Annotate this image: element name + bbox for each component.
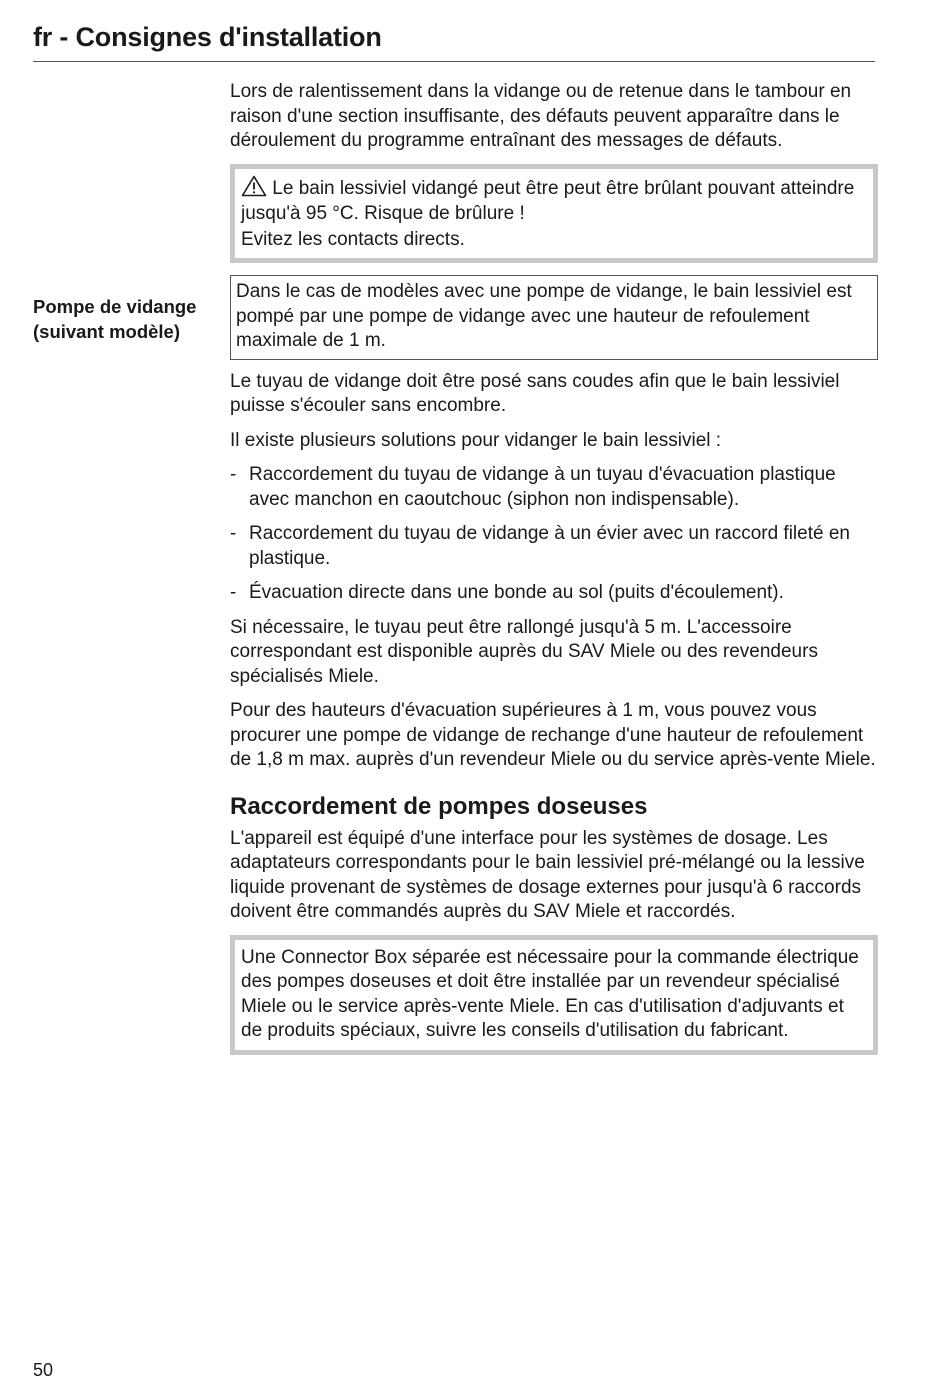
pump-paragraph-2: Il existe plusieurs solutions pour vidanger le bain lessiviel : [230,429,722,451]
warning-instruction: Evitez les contacts directs. [241,228,465,250]
pump-paragraph-1: Le tuyau de vidange doit être posé sans coudes afin que le bain lessiviel puisse s'écouler sans encombre. [230,370,840,416]
connector-box-note: Une Connector Box séparée est nécessaire pour la commande électrique des pompes doseuses et doit être installée par un revendeur spécialisé Miele ou le service après-vente Miele. En cas d'utilisation d'adjuvants et de produits spéciaux, suivre les conseils d'utilisation du fabricant. [230,935,878,1055]
main-content [230,80,878,1055]
warning-text: Le bain lessiviel vidangé peut être peut être brûlant pouvant atteindre jusqu'à 95 °C. Risque de brûlure ! [241,177,855,224]
list-item: - Raccordement du tuyau de vidange à un évier avec un raccord fileté en plastique. [230,523,850,569]
pump-paragraph-4: Pour des hauteurs d'évacuation supérieures à 1 m, vous pouvez vous procurer une pompe de vidange de rechange d'une hauteur de refoulement de 1,8 m max. auprès d'un revendeur Miele ou du service après-vente Miele. [230,700,876,770]
intro-paragraph: Lors de ralentissement dans la vidange ou de retenue dans le tambour en raison d'une section insuffisante, des défauts peuvent apparaître dans le déroulement du programme entraînant des messages de défauts. [230,81,852,151]
dosing-paragraph: L'appareil est équipé d'une interface pour les systèmes de dosage. Les adaptateurs correspondants pour le bain lessiviel pré-mélangé ou la lessive liquide provenant de systèmes de dosage externes pour jusqu'à 6 raccords doivent être commandés auprès du SAV Miele et raccordés. [230,827,865,922]
header-divider [33,61,875,62]
warning-triangle-icon [241,175,267,197]
page-title: fr - Consignes d'installation [33,22,382,52]
section-heading-dosing: Raccordement de pompes doseuses [230,792,648,820]
list-item: - Raccordement du tuyau de vidange à un tuyau d'évacuation plastique avec manchon en caoutchouc (siphon non indispensable). [230,464,836,510]
list-item: - Évacuation directe dans une bonde au sol (puits d'écoulement). [230,582,784,603]
warning-box [230,164,878,264]
pump-paragraph-3: Si nécessaire, le tuyau peut être rallongé jusqu'à 5 m. L'accessoire correspondant est disponible auprès du SAV Miele ou des revendeurs spécialisés Miele. [230,616,818,687]
drain-options-list [230,463,878,606]
page-number: 50 [33,1360,54,1380]
section-side-label-pump: Pompe de vidange (suivant modèle) [33,296,197,342]
pump-info-box: Dans le cas de modèles avec une pompe de vidange, le bain lessiviel est pompé par une pompe de vidange avec une hauteur de refoulement maximale de 1 m. [230,275,878,360]
